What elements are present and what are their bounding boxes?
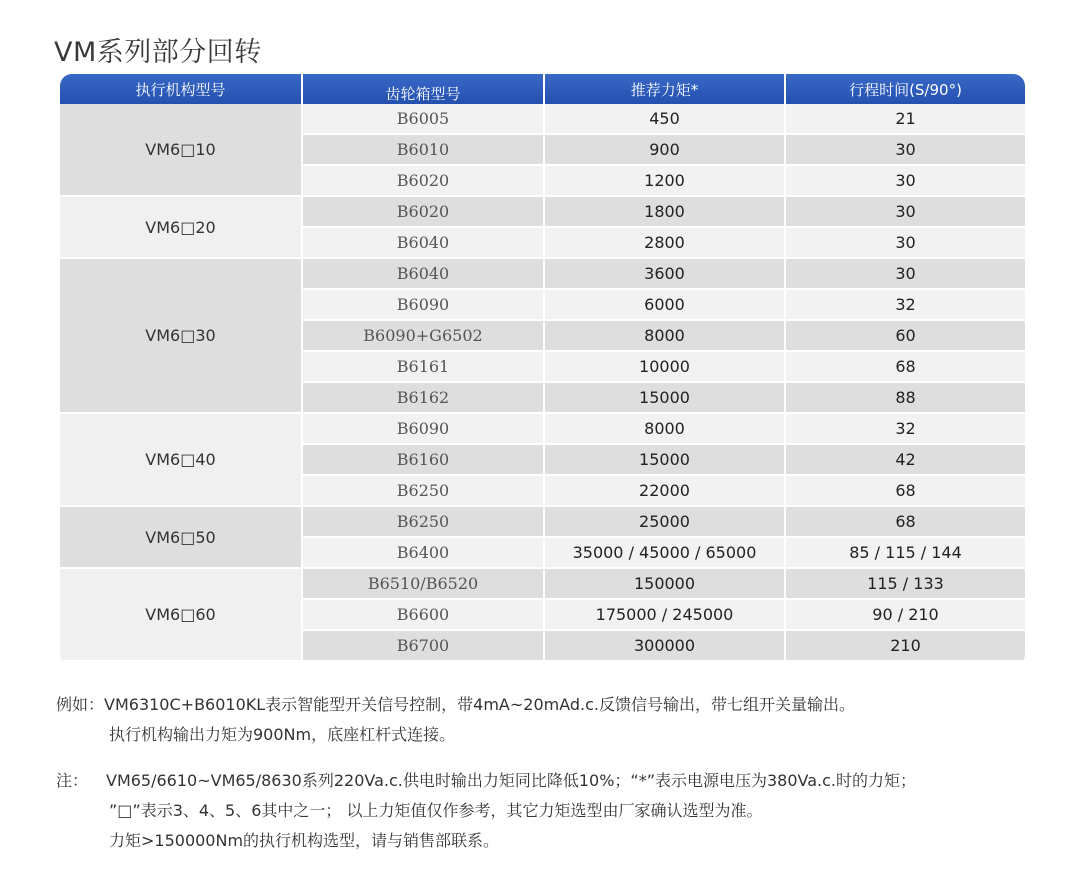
torque-cell: 8000 [543,321,784,352]
example-text-1: VM6310C+B6010KL表示智能型开关信号控制，带4mA~20mAd.c.反馈信号输出，带七组开关量输出。 [104,695,856,714]
gearbox-model-cell: B6510/B6520 [301,569,543,600]
torque-cell: 35000 / 45000 / 65000 [543,538,784,569]
stroke-time-cell: 68 [784,352,1025,383]
actuator-model-cell: VM6□60 [60,569,301,662]
gearbox-model-cell: B6400 [301,538,543,569]
gearbox-model-cell: B6600 [301,600,543,631]
torque-cell: 3600 [543,259,784,290]
stroke-time-cell: 115 / 133 [784,569,1025,600]
torque-cell: 15000 [543,383,784,414]
stroke-time-cell: 90 / 210 [784,600,1025,631]
example-note [56,690,855,750]
footnote-line-1 [56,766,916,796]
stroke-time-cell: 60 [784,321,1025,352]
header-stroke-time: 行程时间(S/90°) [784,74,1025,104]
actuator-model-cell: VM6□50 [60,507,301,569]
gearbox-model-cell: B6040 [301,228,543,259]
table-header [60,74,1025,104]
gearbox-model-cell: B6161 [301,352,543,383]
torque-cell: 2800 [543,228,784,259]
torque-cell: 10000 [543,352,784,383]
gearbox-model-cell: B6090+G6502 [301,321,543,352]
actuator-model-cell: VM6□40 [60,414,301,507]
stroke-time-cell: 30 [784,197,1025,228]
stroke-time-cell: 30 [784,259,1025,290]
header-actuator-model: 执行机构型号 [135,80,226,99]
stroke-time-cell: 32 [784,414,1025,445]
torque-cell: 15000 [543,445,784,476]
gearbox-model-cell: B6700 [301,631,543,662]
actuator-model-cell: VM6□30 [60,259,301,414]
footnote-text-1: VM65/6610~VM65/8630系列220Va.c.供电时输出力矩同比降低10%；“*”表示电源电压为380Va.c.时的力矩； [106,771,917,790]
gearbox-model-cell: B6162 [301,383,543,414]
torque-cell: 1200 [543,166,784,197]
spec-table [60,74,1025,666]
gearbox-model-cell: B6020 [301,166,543,197]
footnote [56,766,916,856]
stroke-time-cell: 21 [784,104,1025,135]
torque-cell: 175000 / 245000 [543,600,784,631]
example-line-2: 执行机构输出力矩为900Nm，底座杠杆式连接。 [109,725,456,744]
gearbox-model-cell: B6020 [301,197,543,228]
header-recommended-torque: 推荐力矩* [543,74,784,104]
torque-cell: 8000 [543,414,784,445]
gearbox-model-cell: B6040 [301,259,543,290]
torque-cell: 300000 [543,631,784,662]
torque-cell: 150000 [543,569,784,600]
torque-cell: 1800 [543,197,784,228]
footnote-line-2: ”□”表示3、4、5、6其中之一； 以上力矩值仅作参考，其它力矩选型由厂家确认选型为准。 [109,801,763,820]
footnote-label: 注： [56,771,89,790]
torque-cell: 900 [543,135,784,166]
stroke-time-cell: 210 [784,631,1025,662]
actuator-model-cell: VM6□20 [60,197,301,259]
stroke-time-cell: 85 / 115 / 144 [784,538,1025,569]
gearbox-model-cell: B6160 [301,445,543,476]
gearbox-model-cell: B6250 [301,476,543,507]
torque-cell: 450 [543,104,784,135]
stroke-time-cell: 30 [784,228,1025,259]
example-line-1 [56,690,855,720]
torque-cell: 25000 [543,507,784,538]
torque-cell: 6000 [543,290,784,321]
gearbox-model-cell: B6005 [301,104,543,135]
stroke-time-cell: 32 [784,290,1025,321]
stroke-time-cell: 88 [784,383,1025,414]
header-gearbox-model: 齿轮箱型号 [301,74,543,104]
stroke-time-cell: 68 [784,507,1025,538]
page-title: VM系列部分回转 [54,37,262,68]
gearbox-model-cell: B6250 [301,507,543,538]
actuator-model-cell: VM6□10 [60,104,301,197]
stroke-time-cell: 30 [784,166,1025,197]
stroke-time-cell: 30 [784,135,1025,166]
stroke-time-cell: 42 [784,445,1025,476]
gearbox-model-cell: B6090 [301,414,543,445]
gearbox-model-cell: B6010 [301,135,543,166]
gearbox-model-cell: B6090 [301,290,543,321]
footnote-line-3: 力矩>150000Nm的执行机构选型，请与销售部联系。 [109,831,500,850]
torque-cell: 22000 [543,476,784,507]
table-body [60,104,1025,662]
stroke-time-cell: 68 [784,476,1025,507]
example-label: 例如： [56,695,105,714]
